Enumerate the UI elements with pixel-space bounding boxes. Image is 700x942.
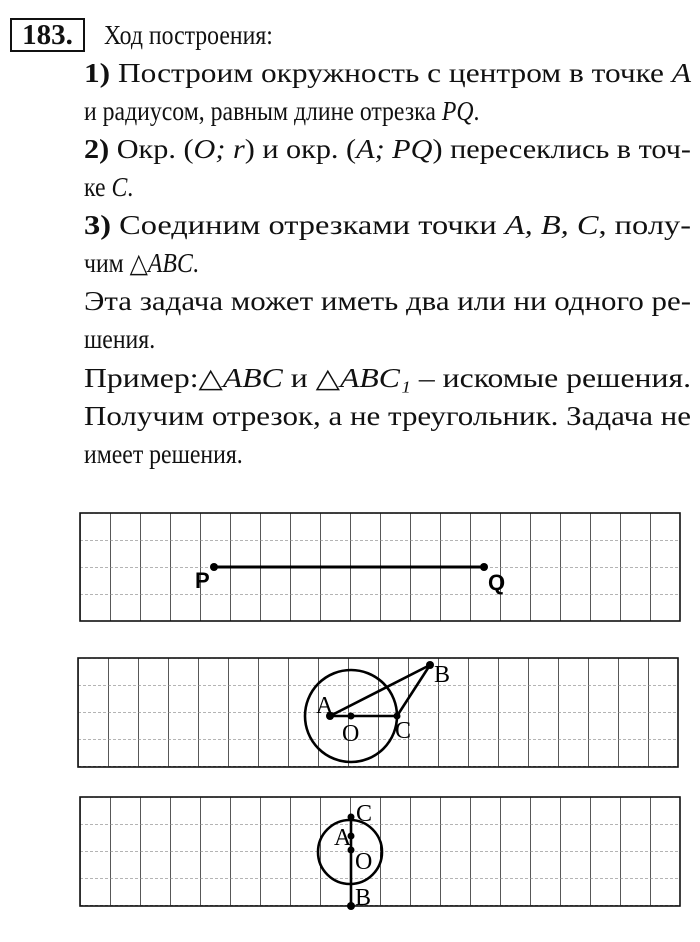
text-run: ) и окр. (	[244, 134, 357, 164]
text-run: чим	[84, 248, 130, 278]
point-b	[347, 902, 355, 910]
label-a: A	[316, 693, 334, 719]
point-b	[426, 661, 434, 669]
grid	[80, 797, 680, 906]
text-run: .	[473, 96, 480, 126]
label-o: O	[355, 849, 373, 875]
math-term: △ABC₁	[315, 363, 411, 393]
text-run: ке	[84, 172, 112, 202]
math-term: A	[671, 58, 691, 88]
point-o	[348, 713, 355, 720]
math-term: A, B, C	[504, 210, 599, 240]
text-run: – искомые решения.	[410, 363, 691, 393]
step-number: 3)	[84, 210, 112, 240]
label-q: Q	[488, 570, 506, 595]
math-term: O; r	[193, 134, 245, 164]
text-run: Получим отрезок, а не треугольник. Задача не	[84, 401, 691, 431]
label-a: A	[334, 825, 352, 851]
triangle-abc-figure	[78, 658, 678, 767]
text-run: Построим окружность с центром в точке	[110, 58, 672, 88]
text-run: и	[282, 363, 316, 393]
text-run: ) пересеклись в точ-	[432, 134, 691, 164]
point-p	[210, 563, 218, 571]
text-run: Пример:	[84, 363, 199, 393]
label-o: O	[342, 721, 360, 747]
text-run: шения.	[84, 324, 156, 354]
text-run: Соединим отрезками точки	[111, 210, 505, 240]
text-run: .	[192, 248, 199, 278]
text-run: и радиусом, равным длине отрезка	[84, 96, 442, 126]
step-number: 2)	[84, 134, 110, 164]
segment-pq-figure	[80, 513, 680, 621]
grid	[78, 658, 678, 767]
point-q	[480, 563, 488, 571]
math-term: △ABC	[198, 363, 283, 393]
label-b: B	[434, 662, 451, 688]
text-run: имеет решения.	[84, 439, 243, 469]
math-term: PQ	[441, 96, 474, 126]
label-c: C	[356, 801, 373, 827]
math-term: △ABC	[129, 248, 193, 278]
math-term: C	[111, 172, 128, 202]
text-run: Эта задача может иметь два или ни одного ре-	[84, 286, 691, 316]
text-run: Окр. (	[109, 134, 194, 164]
problem-heading: Ход построения:	[104, 20, 273, 50]
problem-number: 183.	[10, 18, 85, 52]
label-b: B	[355, 885, 372, 911]
label-p: P	[195, 568, 210, 593]
label-c: C	[395, 718, 412, 744]
degenerate-case-figure	[80, 797, 680, 911]
point-c	[348, 814, 355, 821]
text-run: .	[127, 172, 134, 202]
step-number: 1)	[84, 58, 111, 88]
math-term: A; PQ	[356, 134, 433, 164]
text-run: , полу-	[598, 210, 691, 240]
